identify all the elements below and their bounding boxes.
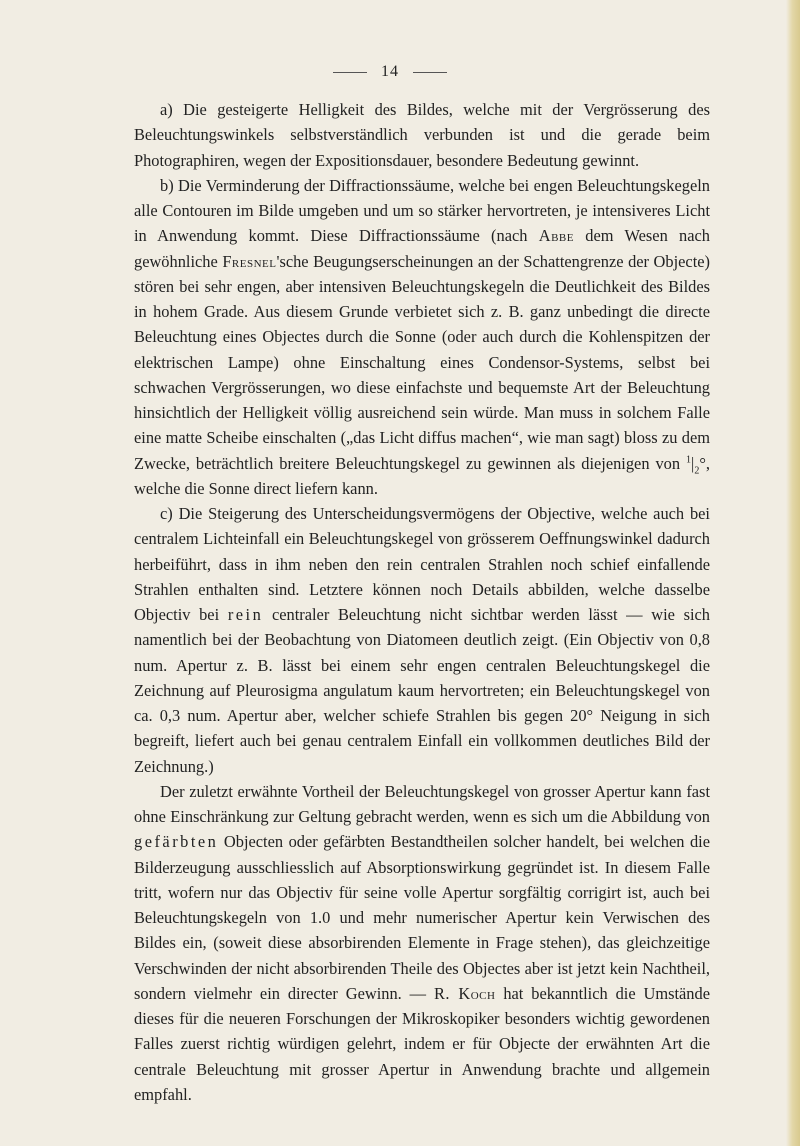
author-name-koch: R. Koch <box>433 983 496 1003</box>
emphasis-gefaerbten: gefärbten <box>134 832 219 852</box>
fraction-denominator: 2 <box>694 464 700 476</box>
paragraph-b-text-3: 'sche Beugungserscheinungen an der Schattengrenze der Objecte) stören bei sehr engen, aber intensiven Beleuchtungskegeln die Deutlichkeit des Bildes in hohem Grade. Aus diesem Grunde verbietet sich z. B. ganz unbedingt die directe Beleuchtung eines Objectes durch die Sonne (oder auch durch die Kohlenspitzen der elektrischen Lampe) ohne Einschaltung eines Condensor-Systems, selbst bei schwachen Vergrösserungen, wo diese einfachste und bequemste Art der Beleuchtung hinsichtlich der Helligkeit völlig ausreichend sein würde. Man muss in solchem Falle eine matte Scheibe einschalten („das Licht diffus machen“, wie man sagt) bloss zu dem Zwecke, beträchtlich breitere Beleuchtungskegel zu gewinnen als diejenigen von <box>134 251 710 473</box>
paragraph-b-text-1: b) Die Verminderung der Diffractionssäume, welche bei engen Beleuchtungskegeln alle Contouren im Bilde umgeben und um so stärker hervortreten, je intensiveres Licht in Anwendung kommt. Diese Diffractionssäume (nach <box>134 175 710 246</box>
author-name-fresnel: Fresnel <box>222 251 277 271</box>
body-text <box>134 97 710 1107</box>
paragraph-d-text-3: hat bekanntlich die Umstände dieses für die neueren Forschungen der Mikroskopiker besonders wichtig gewordenen Falles zuerst richtig würdigen gelehrt, indem er für Objecte der erwähnten Art die centrale Beleuchtung mit grosser Apertur in Anwendung brachte und allgemein empfahl. <box>134 983 710 1104</box>
page-header <box>0 62 780 82</box>
emphasis-rein: rein <box>227 605 264 624</box>
author-name-abbe: Abbe <box>538 226 574 246</box>
page-edge-shadow <box>786 0 800 1146</box>
paragraph-a <box>134 97 710 173</box>
paragraph-a-text: a) Die gesteigerte Helligkeit des Bildes, welche mit der Vergrösserung des Beleuchtungswinkels selbstverständlich verbunden ist und die gerade beim Photographiren, wegen der Expositionsdauer, besondere Bedeutung gewinnt. <box>134 100 710 170</box>
paragraph-c <box>134 501 710 779</box>
paragraph-d-text-1: Der zuletzt erwähnte Vortheil der Beleuchtungskegel von grosser Apertur kann fast ohne Einschränkung zur Geltung gebracht werden, wenn es sich um die Abbildung von <box>134 781 710 826</box>
page-number: 14 <box>381 63 399 80</box>
paragraph-c-text-2: centraler Beleuchtung nicht sichtbar werden lässt — wie sich namentlich bei der Beobachtung von Diatomeen deutlich zeigt. (Ein Objectiv von 0,8 num. Apertur z. B. lässt bei einem sehr engen centralen Beleuchtungskegel die Zeichnung auf Pleurosigma angulatum kaum hervortreten; ein Beleuchtungskegel von ca. 0,3 num. Apertur aber, welcher schiefe Strahlen bis gegen 20° Neigung in sich begreift, liefert auch bei genau centralem Einfall ein vollkommen deutliches Bild der Zeichnung.) <box>134 605 710 776</box>
paragraph-d <box>134 779 710 1107</box>
paragraph-b-text-4: °, welche die Sonne direct liefern kann. <box>134 453 710 498</box>
paragraph-b: b) Die Verminderung der Diffractionssäume, welche bei engen Beleuchtungskegeln alle Contouren im Bilde umgeben und um so stärker hervortreten, je intensiveres Licht in Anwendung kommt. Diese Diffractionssäume (nach Abbe dem Wesen nach gewöhnliche Fresnel'sche Beugungserscheinungen an der Schattengrenze der Objecte) stören bei sehr engen, aber intensiven Beleuchtungskegeln die Deutlichkeit des Bildes in hohem Grade. Aus diesem Grunde verbietet sich z. B. ganz unbedingt die directe Beleuchtung eines Objectes durch die Sonne (oder auch durch die Kohlenspitzen der elektrischen Lampe) ohne Einschaltung eines Condensor-Systems, selbst bei schwachen Vergrösserungen, wo diese einfachste und bequemste Art der Beleuchtung hinsichtlich der Helligkeit völlig ausreichend sein würde. Man muss in solchem Falle eine matte Scheibe einschalten („das Licht diffus machen“, wie man sagt) bloss zu dem Zwecke, beträchtlich breitere Beleuchtungskegel zu gewinnen als diejenigen von $^1|_2^\circ$, welche die Sonne direct liefern kann. <box>134 175 710 498</box>
header-dash-left <box>333 72 367 73</box>
header-dash-right <box>413 72 447 73</box>
paragraph-b-text-2: dem Wesen nach gewöhnliche <box>134 226 710 271</box>
paragraph-d-text-2: Objecten oder gefärbten Bestandtheilen solcher handelt, bei welchen die Bilderzeugung ausschliesslich auf Absorptionswirkung gegründet ist. In diesem Falle tritt, wofern nur das Objectiv für seine volle Apertur sorgfältig corrigirt ist, auch bei Beleuchtungskegeln von 1.0 und mehr numerischer Apertur kein Verwischen des Bildes ein, (soweit diese absorbirenden Elemente in Frage stehen), das gleichzeitige Verschwinden der nicht absorbirenden Theile des Objectes aber ist jetzt kein Nachtheil, sondern vielmehr ein directer Gewinn. — <box>134 832 710 1003</box>
fraction-numerator: 1 <box>686 454 692 466</box>
paragraph-c-text-1: c) Die Steigerung des Unterscheidungsvermögens der Objective, welche auch bei centralem Lichteinfall ein Beleuchtungskegel von grösserem Oeffnungswinkel dadurch herbeiführt, dass in ihm neben den rein centralen Strahlen noch schief einfallende Strahlen enthalten sind. Letztere können noch Details abbilden, welche dasselbe Objectiv bei <box>134 504 710 624</box>
